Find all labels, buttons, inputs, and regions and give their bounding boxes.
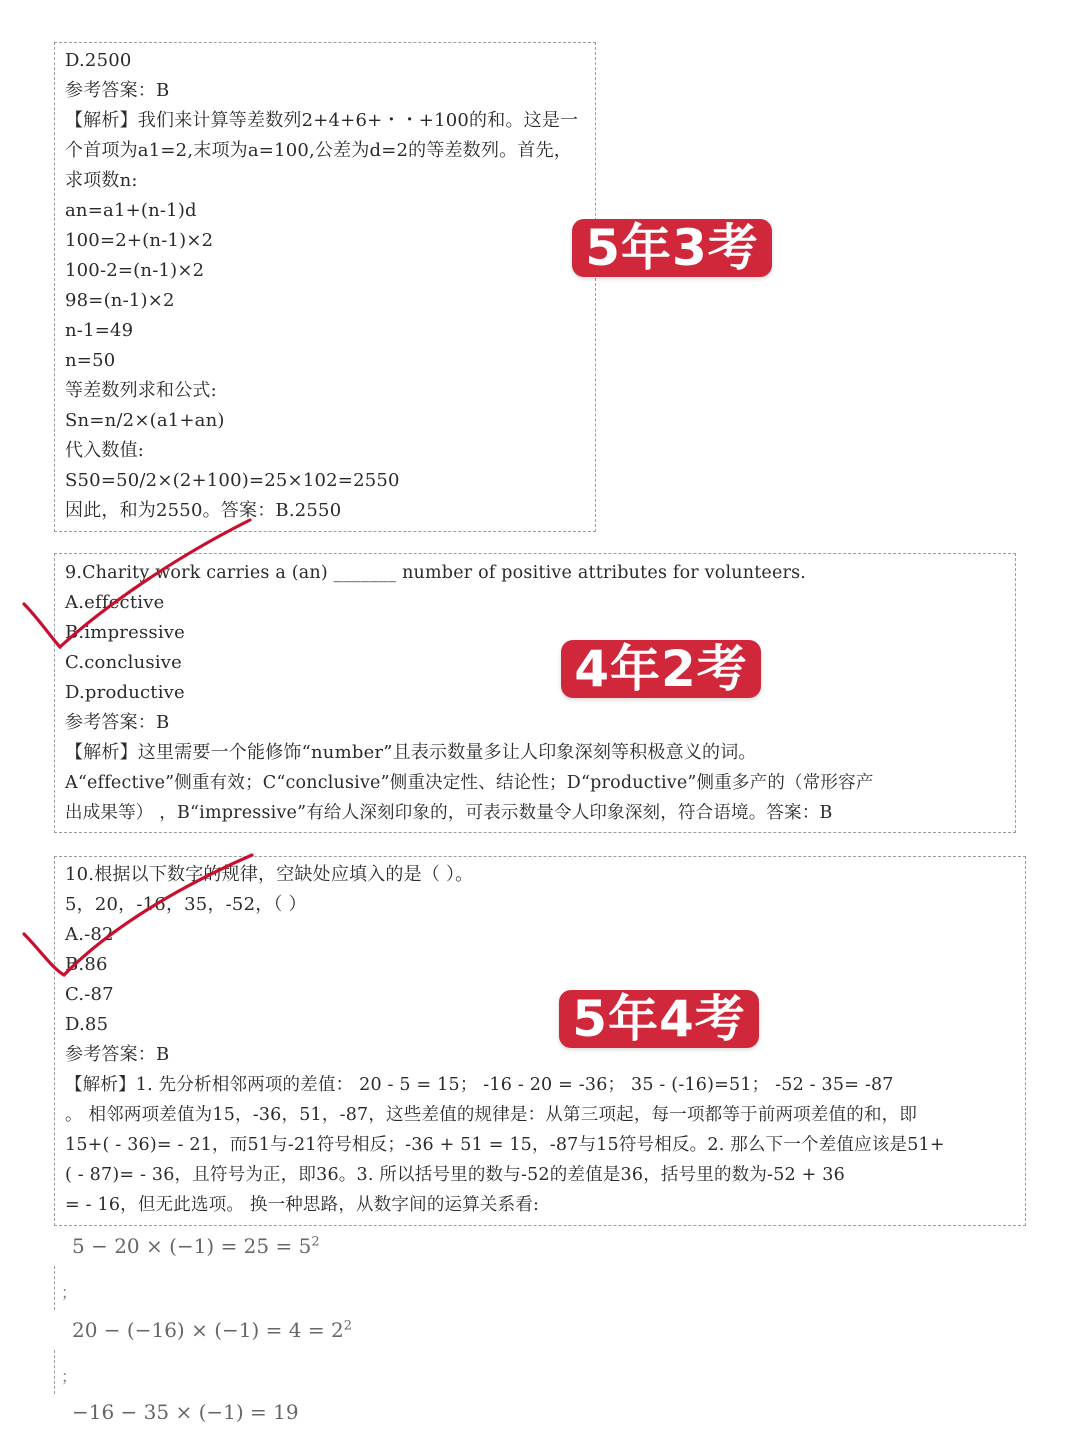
analysis-line: 代入数值:	[65, 440, 145, 461]
analysis-line: 【解析】1. 先分析相邻两项的差值： 20 - 5 = 15； -16 - 20 = -36； 35 - (-16)=51； -52 - 35= -87	[65, 1075, 894, 1095]
separator-fragment	[54, 1350, 97, 1394]
question-stem: 9.Charity work carries a (an) _______ number of positive attributes for volunteers.	[65, 563, 807, 583]
analysis-line: = - 16，但无此选项。 换一种思路，从数字间的运算关系看:	[65, 1195, 540, 1215]
option-c: C.conclusive	[65, 652, 183, 673]
analysis-line: n=50	[65, 350, 116, 371]
option-b: B.impressive	[65, 622, 186, 643]
analysis-line: 个首项为a1=2,末项为a=100,公差为d=2的等差数列。首先，	[65, 140, 572, 161]
reference-answer: 参考答案：B	[65, 712, 170, 733]
frequency-badge: 5年3考	[572, 219, 772, 277]
number-sequence: 5，20，-16，35，-52，（ ）	[65, 894, 307, 915]
analysis-line: 98=(n-1)×2	[65, 290, 175, 311]
frequency-badge: 5年4考	[559, 990, 759, 1048]
analysis-line: n-1=49	[65, 320, 134, 341]
analysis-line: 。 相邻两项差值为15，-36，51，-87，这些差值的规律是：从第三项起，每一项都等于前两项差值的和，即	[65, 1105, 918, 1125]
analysis-line: an=a1+(n-1)d	[65, 200, 197, 221]
analysis-line: 求项数n:	[65, 170, 138, 191]
separator-fragment	[54, 1266, 97, 1310]
analysis-line: A“effective”侧重有效；C“conclusive”侧重决定性、结论性；D“productive”侧重多产的（常形容产	[65, 773, 874, 793]
formula-exponent: 2	[311, 1234, 320, 1250]
option-a: A.-82	[65, 924, 114, 945]
reference-answer: 参考答案：B	[65, 80, 170, 101]
option-b: B.86	[65, 954, 108, 975]
analysis-line: 出成果等） ，B“impressive”有给人深刻印象的，可表示数量令人印象深刻，符合语境。答案：B	[65, 803, 833, 823]
analysis-line: ( - 87)= - 36，且符号为正，即36。3. 所以括号里的数与-52的差值是36，括号里的数为-52 + 36	[65, 1165, 845, 1185]
question-stem: 10.根据以下数字的规律，空缺处应填入的是（ ）。	[65, 864, 474, 885]
formula-text: 20 − (−16) × (−1) = 4 = 2	[72, 1318, 344, 1342]
semicolon: ；	[61, 1367, 78, 1386]
analysis-line: 100=2+(n-1)×2	[65, 230, 214, 251]
option-d: D.productive	[65, 682, 185, 703]
formula-1	[72, 1234, 320, 1258]
analysis-line: S50=50/2×(2+100)=25×102=2550	[65, 470, 400, 491]
analysis-line: 因此，和为2550。答案：B.2550	[65, 500, 342, 521]
option-a: A.effective	[65, 592, 165, 613]
analysis-line: 【解析】我们来计算等差数列2+4+6+・・+100的和。这是一	[65, 110, 579, 131]
option-d: D.2500	[65, 50, 132, 71]
formula-text: −16 − 35 × (−1) = 19	[72, 1400, 299, 1424]
analysis-line: 15+( - 36)= - 21，而51与-21符号相反；-36 + 51 = 15，-87与15符号相反。2. 那么下一个差值应该是51+	[65, 1135, 945, 1155]
analysis-line: 【解析】这里需要一个能修饰“number”且表示数量多让人印象深刻等积极意义的词。	[65, 742, 757, 763]
formula-2	[72, 1318, 352, 1342]
analysis-line: Sn=n/2×(a1+an)	[65, 410, 225, 431]
formula-exponent: 2	[343, 1318, 352, 1334]
analysis-line: 100-2=(n-1)×2	[65, 260, 205, 281]
option-d: D.85	[65, 1014, 109, 1035]
semicolon: ；	[61, 1283, 78, 1302]
formula-text: 5 − 20 × (−1) = 25 = 5	[72, 1234, 312, 1258]
option-c: C.-87	[65, 984, 114, 1005]
analysis-line: 等差数列求和公式:	[65, 380, 217, 401]
reference-answer: 参考答案：B	[65, 1044, 170, 1065]
frequency-badge: 4年2考	[561, 640, 761, 698]
formula-3	[72, 1400, 299, 1424]
